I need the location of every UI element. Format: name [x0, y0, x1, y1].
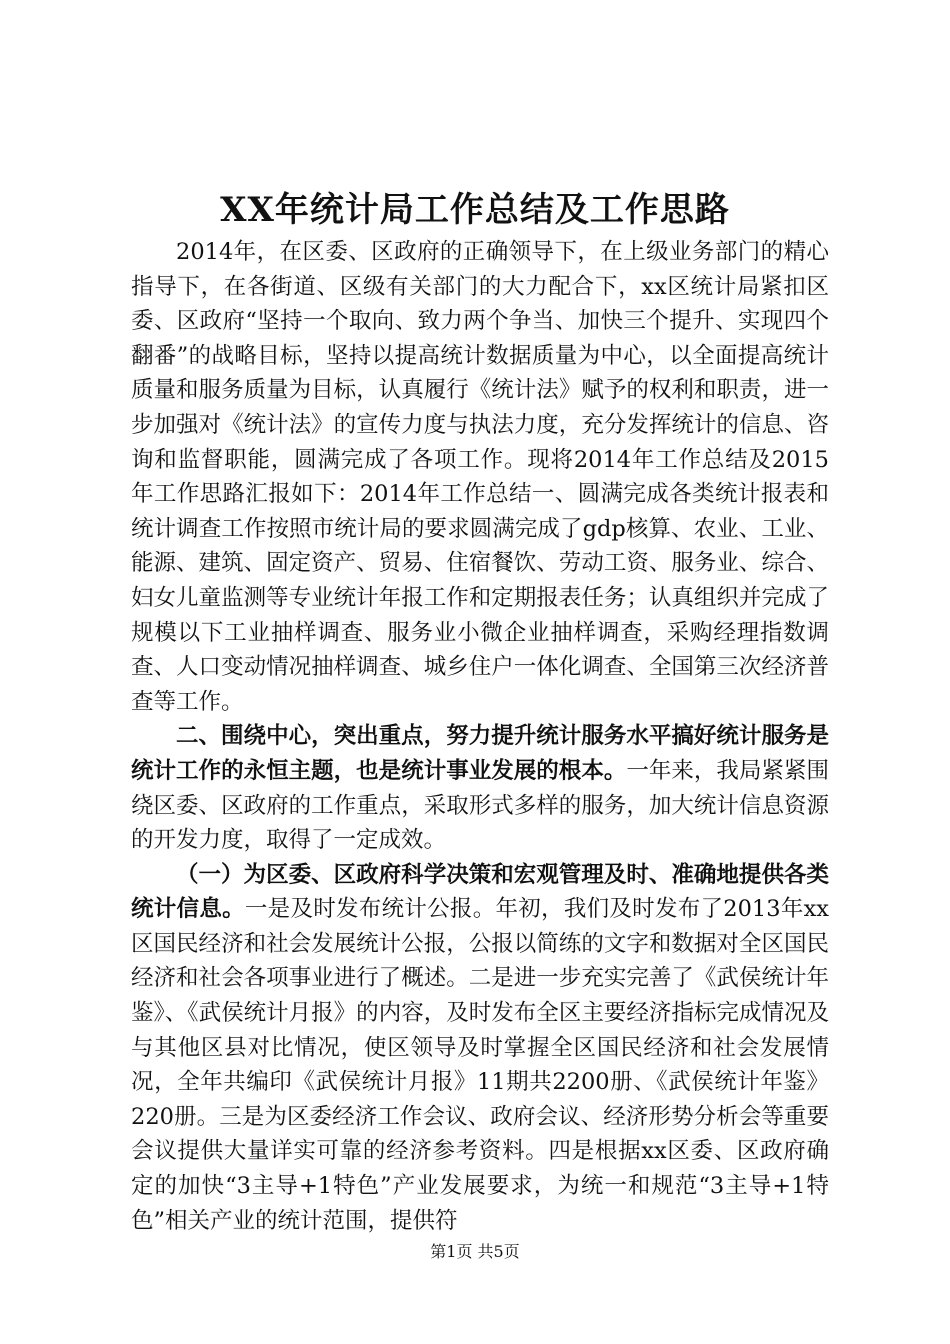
paragraph-intro [131, 235, 829, 719]
document-title: XX年统计局工作总结及工作思路 [220, 190, 730, 230]
paragraph-heading: （一）为区委、区政府科学决策和宏观管理及时、准确地提供各类统计信息。 [131, 861, 829, 923]
paragraph-text: 一年来，我局紧紧围绕区委、区政府的工作重点，采取形式多样的服务，加大统计信息资源的开发力度，取得了一定成效。 [131, 757, 829, 854]
paragraph-text: 一是及时发布统计公报。年初，我们及时发布了2013年xx区国民经济和社会发展统计公报，公报以简练的文字和数据对全区国民经济和社会各项事业进行了概述。二是进一步充实完善了《武侯统计年鉴》、《武侯统计月报》的内容，及时发布全区主要经济指标完成情况及与其他区县对比情况，使区领导及时掌握全区国民经济和社会发展情况，全年共编印《武侯统计月报》11期共2200册、《武侯统计年鉴》220册。三是为区委经济工作会议、政府会议、经济形势分析会等重要会议提供大量详实可靠的经济参考资料。四是根据xx区委、区政府确定的加快“3主导+1特色”产业发展要求，为统一和规范“3主导+1特色”相关产业的统计范围，提供符 [131, 896, 829, 1234]
paragraph-section-two [131, 719, 829, 857]
paragraph-subsection-one [131, 858, 829, 1239]
page-footer: 第1页 共5页 [430, 1242, 520, 1261]
paragraph-text: 2014年，在区委、区政府的正确领导下，在上级业务部门的精心指导下，在各街道、区级有关部门的大力配合下，xx区统计局紧扣区委、区政府“坚持一个取向、致力两个争当、加快三个提升、实现四个翻番”的战略目标，坚持以提高统计数据质量为中心，以全面提高统计质量和服务质量为目标，认真履行《统计法》赋予的权利和职责，进一步加强对《统计法》的宣传力度与执法力度，充分发挥统计的信息、咨询和监督职能，圆满完成了各项工作。现将2014年工作总结及2015年工作思路汇报如下：2014年工作总结一、圆满完成各类统计报表和统计调查工作按照市统计局的要求圆满完成了gdp核算、农业、工业、能源、建筑、固定资产、贸易、住宿餐饮、劳动工资、服务业、综合、妇女儿童监测等专业统计年报工作和定期报表任务；认真组织并完成了规模以下工业抽样调查、服务业小微企业抽样调查，采购经理指数调查、人口变动情况抽样调查、城乡住户一体化调查、全国第三次经济普查等工作。 [131, 239, 829, 715]
paragraph-heading: 二、围绕中心，突出重点，努力提升统计服务水平搞好统计服务是统计工作的永恒主题，也是统计事业发展的根本。 [131, 723, 829, 784]
document-body [131, 235, 829, 1238]
